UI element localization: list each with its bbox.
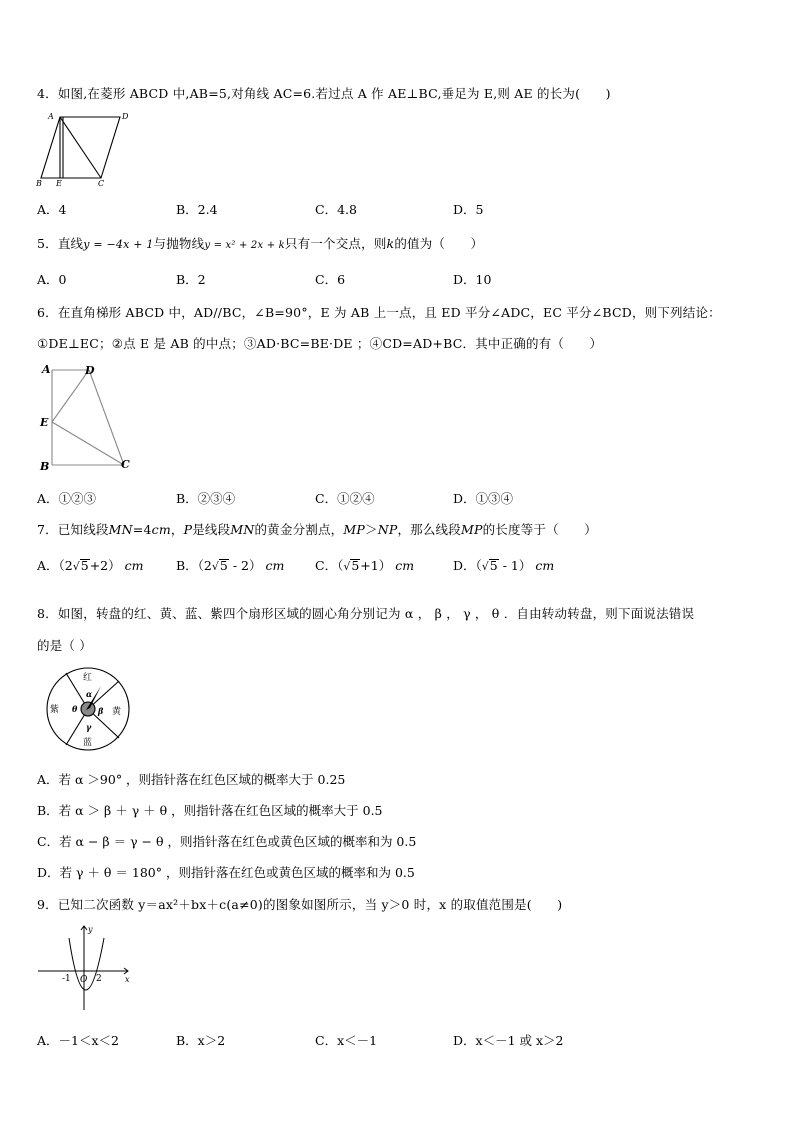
q9-stem: 9．已知二次函数 y＝ax²＋bx＋c(a≠0)的图象如图所示，当 y＞0 时，x 的取值范围是( ): [37, 897, 563, 912]
q5-option-c: C．6: [315, 272, 346, 287]
q6-option-a: A．①②③: [37, 491, 97, 506]
q9-option-c: C．x＜－1: [315, 1033, 378, 1048]
q6-option-c: C．①②④: [315, 491, 375, 506]
q4-option-c: C．4.8: [315, 202, 357, 217]
q6-label-b: B: [40, 460, 50, 473]
q9-origin-label: O: [80, 975, 88, 985]
q8-stem-line1: 8．如图，转盘的红、黄、蓝、紫四个扇形区域的圆心角分别记为 α ， β ， γ ， θ ．自由转动转盘，则下面说法错误: [37, 606, 695, 621]
q8-label-red: 红: [83, 673, 93, 683]
q4-option-d: D．5: [453, 202, 484, 217]
q4-option-a: A．4: [37, 202, 67, 217]
q8-label-blue: 蓝: [83, 738, 93, 748]
q8-spinner-figure: [42, 664, 136, 754]
q6-label-a: A: [42, 363, 51, 376]
q5-option-d: D．10: [453, 272, 492, 287]
q4-rhombus-figure: [34, 108, 138, 188]
q4-stem: 4．如图,在菱形 ABCD 中,AB=5,对角线 AC=6.若过点 A 作 AE⊥BC,垂足为 E,则 AE 的长为( ): [37, 86, 611, 101]
q8-option-b: B．若 α ＞ β ＋ γ ＋ θ ，则指针落在红色区域的概率大于 0.5: [37, 803, 383, 818]
q4-label-a: A: [48, 112, 54, 121]
q4-option-b: B．2.4: [176, 202, 218, 217]
q9-parabola-figure: [36, 922, 136, 1014]
q7-option-b: B．（2√5 - 2） cm: [176, 558, 285, 573]
q6-option-d: D．①③④: [453, 491, 514, 506]
q8-angle-theta: θ: [72, 704, 78, 714]
q8-label-purple: 紫: [50, 705, 60, 715]
q5-option-a: A．0: [37, 272, 67, 287]
q7-option-a: A．（2√5+2） cm: [37, 558, 144, 573]
q4-label-c: C: [98, 179, 105, 188]
q8-option-a: A．若 α ＞90° ，则指针落在红色区域的概率大于 0.25: [37, 772, 346, 787]
q9-root-2-label: 2: [96, 974, 102, 984]
q6-trapezoid-figure: [36, 360, 136, 476]
q5-parabola-equation: y = x² + 2x + k: [204, 240, 285, 251]
q9-root-neg1-label: -1: [62, 974, 71, 984]
q7-option-c: C．（√5+1） cm: [315, 558, 415, 573]
q6-label-d: D: [85, 364, 95, 377]
q6-label-e: E: [40, 416, 49, 429]
q8-option-c: C．若 α − β ＝ γ − θ ，则指针落在红色或黄色区域的概率和为 0.5: [37, 834, 417, 849]
q9-axis-y-label: y: [88, 925, 93, 934]
q5-option-b: B．2: [176, 272, 206, 287]
q9-option-d: D．x＜－1 或 x＞2: [453, 1033, 564, 1048]
q8-label-yellow: 黄: [112, 707, 122, 717]
q6-stem-line2: ①DE⊥EC；②点 E 是 AB 的中点；③AD·BC=BE·DE ；④CD=AD+BC．其中正确的有（ ）: [37, 336, 603, 351]
q4-label-b: B: [36, 179, 42, 188]
q9-axis-x-label: x: [125, 975, 130, 984]
q6-option-b: B．②③④: [176, 491, 236, 506]
q7-stem: 7．已知线段MN=4cm，P是线段MN的黄金分割点，MP＞NP，那么线段MP的长度等于（ ）: [37, 522, 597, 537]
q8-angle-beta: β: [98, 706, 104, 716]
q8-option-d: D．若 γ ＋ θ ＝ 180° ，则指针落在红色或黄色区域的概率和为 0.5: [37, 865, 415, 880]
q8-stem-line2: 的是（ ）: [37, 638, 92, 653]
q8-angle-gamma: γ: [86, 722, 92, 732]
q8-angle-alpha: α: [86, 689, 93, 699]
q6-label-c: C: [121, 458, 130, 471]
q4-label-e: E: [56, 179, 62, 188]
q5-line-equation: y = −4x + 1: [83, 238, 154, 251]
q4-label-d: D: [122, 112, 129, 121]
q9-option-b: B．x＞2: [176, 1033, 226, 1048]
q9-option-a: A．－1＜x＜2: [37, 1033, 119, 1048]
q7-option-d: D．（√5 - 1） cm: [453, 558, 555, 573]
q6-stem-line1: 6．在直角梯形 ABCD 中，AD//BC，∠B=90°，E 为 AB 上一点，且 ED 平分∠ADC，EC 平分∠BCD，则下列结论：: [37, 305, 721, 320]
q5-stem: 5．直线y = −4x + 1与抛物线y = x² + 2x + k只有一个交点，则k的值为（ ）: [37, 236, 484, 251]
